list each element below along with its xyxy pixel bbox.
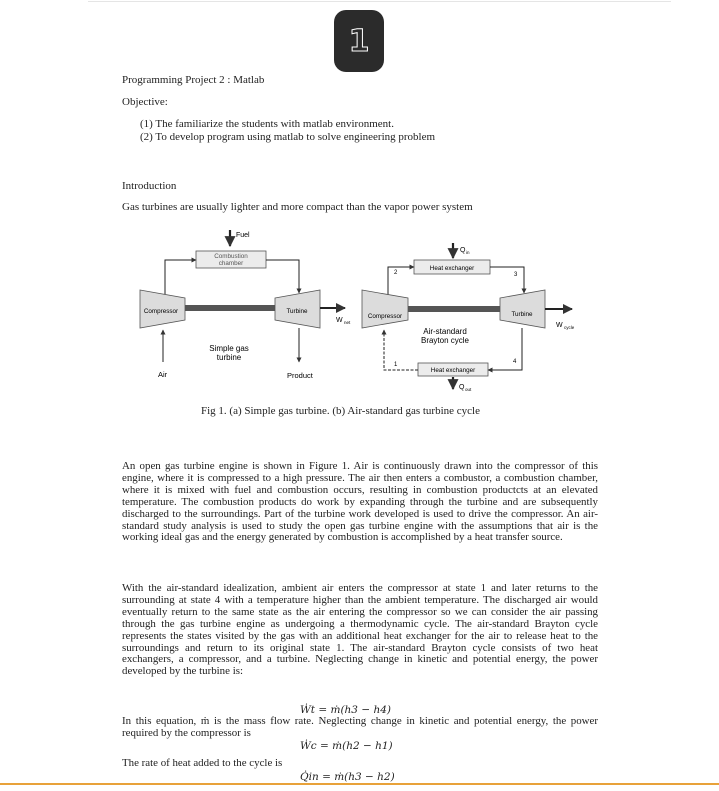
project-title: Programming Project 2 : Matlab xyxy=(122,74,265,86)
figure-caption: Fig 1. (a) Simple gas turbine. (b) Air-standard gas turbine cycle xyxy=(201,405,480,417)
paragraph-2: With the air-standard idealization, ambient air enters the compressor at state 1 and later returns to the surrounding at state 4 with a temperature higher than the ambient temperature. The discharged air would eventually return to the same state as the air entering the compressor so we can consider the air passing through the gas turbine engine as undergoing a thermodynamic cycle. The air-standard Brayton cycle represents the states visited by the gas with an additional heat exchanger for the air to release heat to the surroundings and return to its original state 1. The air-standard Brayton cycle consists of two heat exchangers, a compressor, and a turbine. Neglecting change in kinetic and potential energy, the power developed by the turbine is: xyxy=(122,582,598,678)
equation-compressor-power: Ẇc = ṁ(h2 − h1) xyxy=(300,740,393,752)
state-4-label: 4 xyxy=(513,359,517,365)
state-3-label: 3 xyxy=(514,272,518,278)
simple-gas-turbine-diagram xyxy=(140,230,351,380)
text-after-eq2: The rate of heat added to the cycle is xyxy=(122,757,283,769)
text-after-eq1: In this equation, ṁ is the mass flow rate. Neglecting change in kinetic and potential energy, the power required by the compressor is xyxy=(122,715,598,739)
brayton-label-2: Brayton cycle xyxy=(420,336,470,345)
wnet-sub: net xyxy=(344,320,351,325)
page-number: 1 xyxy=(348,23,370,59)
brayton-label-1: Air-standard xyxy=(423,327,467,336)
turbine-shape-b xyxy=(500,290,545,328)
heat-exchanger-bottom-label: Heat exchanger xyxy=(430,367,476,374)
paragraph-1: An open gas turbine engine is shown in Figure 1. Air is continuously drawn into the compressor of this engine, where it is compressed to a high pressure. The air then enters a combustor, a combustion chamber, where it is mixed with fuel and combustion occurs, resulting in combustion productcts at an elevated temperature. The combustion products do work by expanding through the turbine and are subsequently discharged to the surroundings. Part of the turbine work developed is used to drive the compressor. An air-standard study analysis is used to study the open gas turbine engine with the assumptions that air is the working ideal gas and the energy generated by combustion is accomplished by a heat transfer source. xyxy=(122,460,598,544)
simple-gas-label-2: turbine xyxy=(216,353,242,362)
equation-heat-added: Q̇in = ṁ(h3 − h2) xyxy=(300,771,395,783)
shaft-b xyxy=(408,306,500,312)
compressor-to-combustor-line xyxy=(165,260,196,298)
state-1-label: 1 xyxy=(394,362,398,368)
brayton-cycle-diagram xyxy=(362,243,575,392)
state-2-label: 2 xyxy=(394,270,398,276)
page-bottom-border xyxy=(0,783,719,785)
air-label: Air xyxy=(158,370,168,379)
wnet-label: W xyxy=(336,317,343,324)
qin-sub: in xyxy=(466,250,470,255)
turbine-label-a: Turbine xyxy=(286,308,308,315)
intro-heading: Introduction xyxy=(122,180,177,192)
combustor-to-turbine-line xyxy=(266,260,299,293)
wcycle-sub: cycle xyxy=(564,325,575,330)
objective-item-2: (2) To develop program using matlab to solve engineering problem xyxy=(140,131,436,143)
shaft-a xyxy=(185,305,275,311)
qout-label: Q xyxy=(459,384,465,391)
objective-label: Objective: xyxy=(122,96,168,108)
fuel-label: Fuel xyxy=(236,232,250,239)
intro-lead: Gas turbines are usually lighter and more compact than the vapor power system xyxy=(122,201,473,213)
compressor-label-b: Compressor xyxy=(367,313,403,320)
qout-sub: out xyxy=(465,387,472,392)
equation-turbine-power: Ẇt = ṁ(h3 − h4) xyxy=(300,704,391,716)
state2-line xyxy=(388,267,414,298)
state1-line xyxy=(384,330,418,370)
compressor-label-a: Compressor xyxy=(143,308,179,315)
simple-gas-label-1: Simple gas xyxy=(209,344,249,353)
qin-label: Q xyxy=(460,247,466,254)
compressor-shape-b xyxy=(362,290,408,328)
product-label: Product xyxy=(287,371,313,380)
heat-exchanger-top-label: Heat exchanger xyxy=(429,265,475,272)
state3-line xyxy=(490,267,524,293)
objective-item-1: (1) The familiarize the students with matlab environment. xyxy=(140,118,394,130)
combustion-label-1: Combustion xyxy=(214,253,248,260)
turbine-label-b: Turbine xyxy=(511,311,533,318)
state4-line xyxy=(488,328,522,370)
combustion-label-2: chamber xyxy=(218,260,244,267)
wcycle-label: W xyxy=(556,322,563,329)
